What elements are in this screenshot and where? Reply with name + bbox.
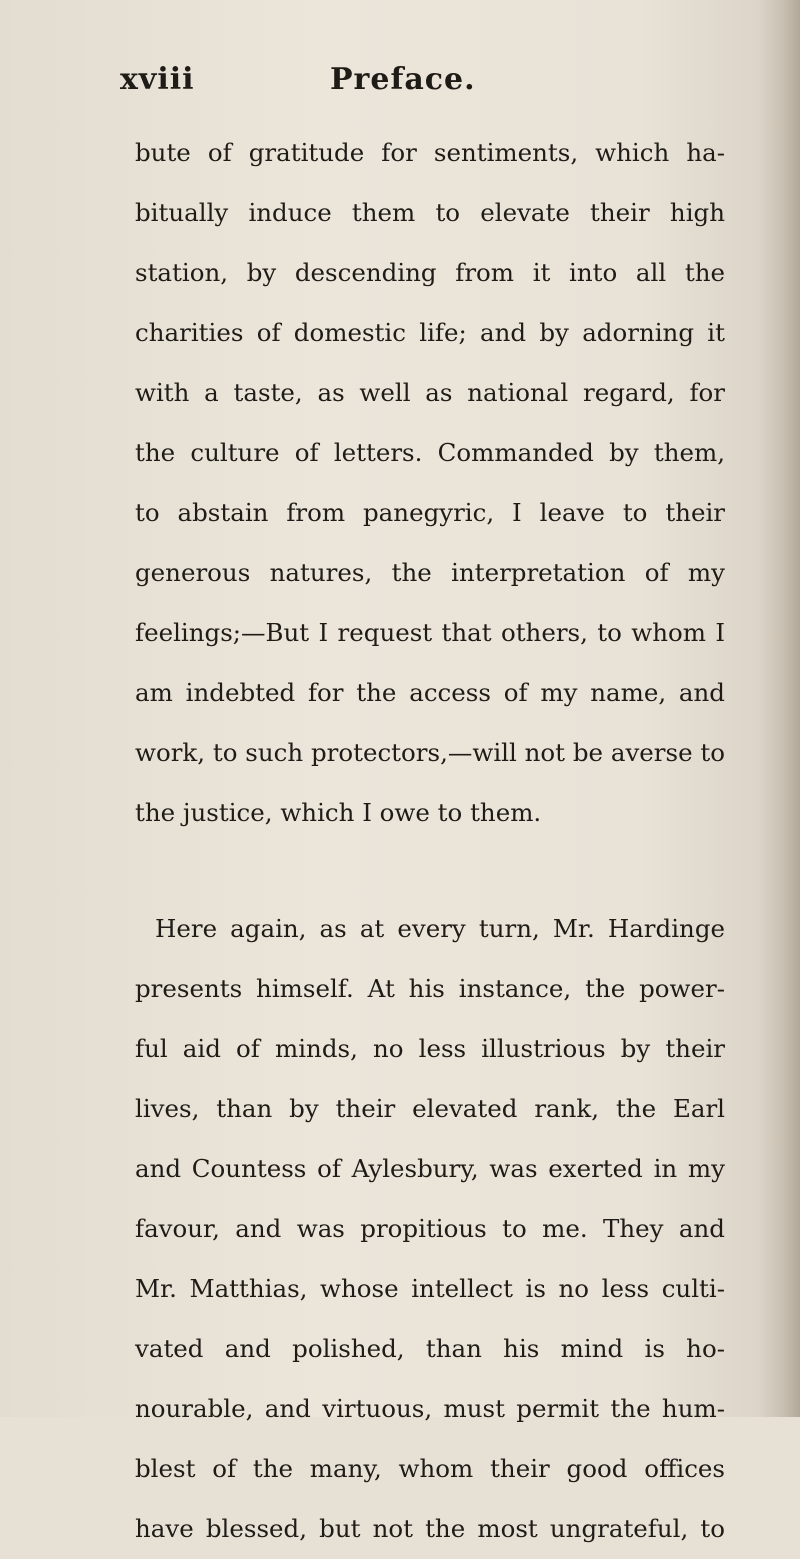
text-line: vated and polished, than his mind is ho- <box>135 1334 725 1363</box>
text-line: with a taste, as well as national regard, for <box>135 378 725 407</box>
paragraph-gap <box>135 843 725 899</box>
text-line: ful aid of minds, no less illustrious by their <box>135 1034 725 1063</box>
body-text <box>135 123 725 1559</box>
page-edge-shadow <box>758 0 800 1417</box>
text-line: feelings;—But I request that others, to whom I <box>135 618 725 647</box>
running-head: Preface. <box>330 62 476 97</box>
text-line: station, by descending from it into all the <box>135 258 725 287</box>
text-line: work, to such protectors,—will not be averse to <box>135 738 725 767</box>
paragraph-2 <box>135 899 725 1559</box>
text-line: blest of the many, whom their good offices <box>135 1454 725 1483</box>
text-line: the justice, which I owe to them. <box>135 798 542 827</box>
text-line: charities of domestic life; and by adorning it <box>135 318 725 347</box>
page-number: xviii <box>120 62 195 97</box>
paragraph-1 <box>135 123 725 843</box>
text-line: and Countess of Aylesbury, was exerted in my <box>135 1154 725 1183</box>
text-line: am indebted for the access of my name, and <box>135 678 725 707</box>
text-line: the culture of letters. Commanded by them, <box>135 438 725 467</box>
text-line: to abstain from panegyric, I leave to their <box>135 498 725 527</box>
text-line: generous natures, the interpretation of my <box>135 558 725 587</box>
text-line: Here again, as at every turn, Mr. Hardinge <box>155 914 725 943</box>
text-line: lives, than by their elevated rank, the Earl <box>135 1094 725 1123</box>
text-line: presents himself. At his instance, the power- <box>135 974 725 1003</box>
text-line: bute of gratitude for sentiments, which ha- <box>135 138 725 167</box>
page-header <box>120 62 720 114</box>
text-line: bitually induce them to elevate their high <box>135 198 725 227</box>
text-line: have blessed, but not the most ungrateful, to <box>135 1514 725 1543</box>
text-line: favour, and was propitious to me. They and <box>135 1214 725 1243</box>
text-line: Mr. Matthias, whose intellect is no less culti- <box>135 1274 725 1303</box>
text-line: nourable, and virtuous, must permit the hum- <box>135 1394 725 1423</box>
